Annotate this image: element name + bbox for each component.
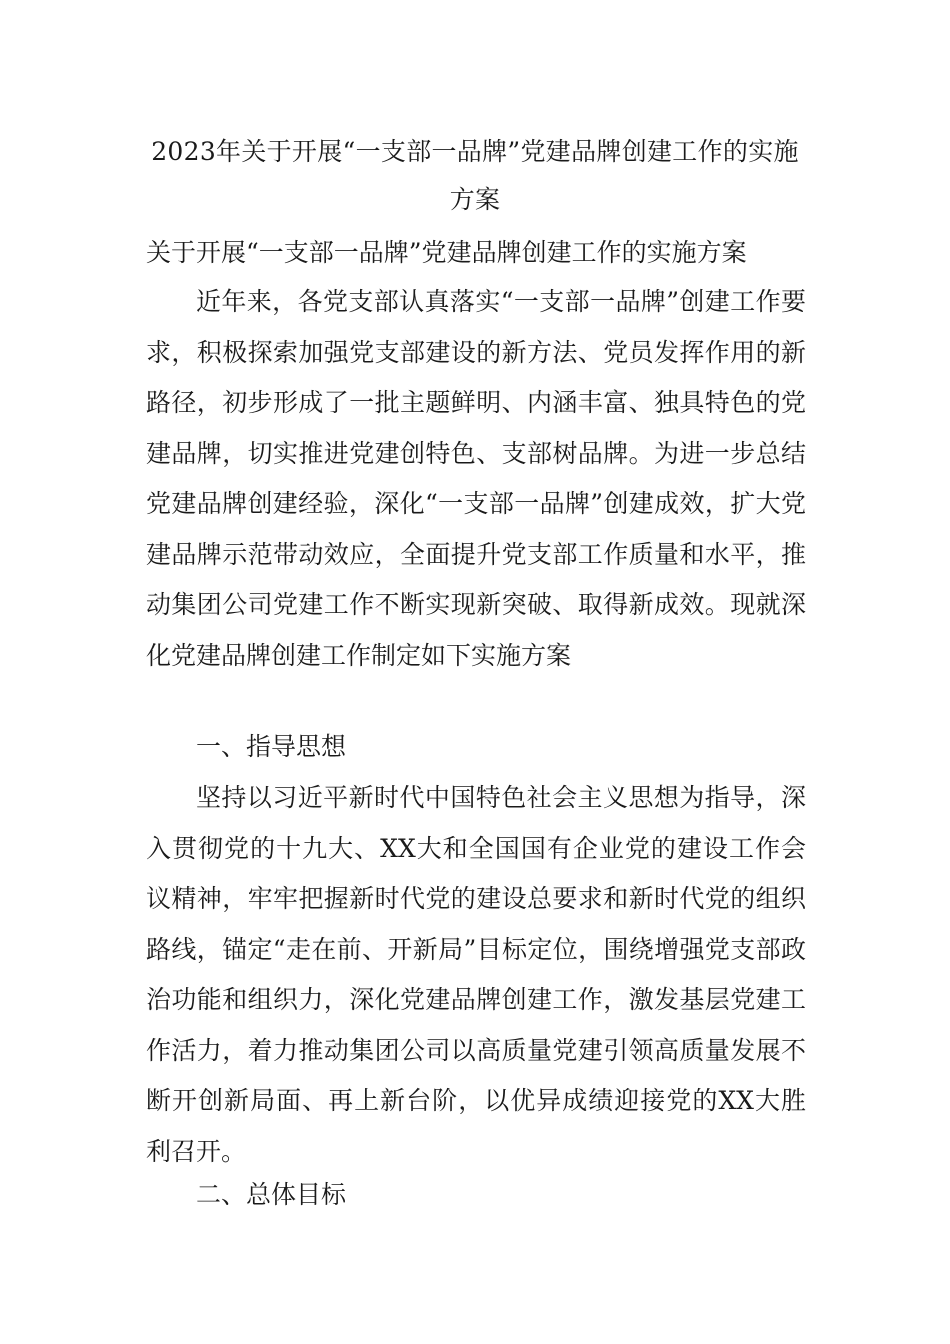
document-subtitle: 关于开展“一支部一品牌”党建品牌创建工作的实施方案 xyxy=(146,238,747,267)
document-title: 2023年关于开展“一支部一品牌”党建品牌创建工作的实施方案 xyxy=(151,137,799,214)
guiding-ideology-paragraph: 坚持以习近平新时代中国特色社会主义思想为指导，深入贯彻党的十九大、XX大和全国国有企业党的建设工作会议精神，牢牢把握新时代党的建设总要求和新时代党的组织路线，锚定“走在前、开新局”目标定位，围绕增强党支部政治功能和组织力，深化党建品牌创建工作，激发基层党建工作活力，着力推动集团公司以高质量党建引领高质量发展不断开创新局面、再上新台阶，以优异成绩迎接党的XX大胜利召开。 xyxy=(146,783,806,1166)
section-heading-overall-goal: 二、总体目标 xyxy=(196,1180,347,1209)
section-heading-guiding-ideology: 一、指导思想 xyxy=(196,732,347,761)
intro-paragraph: 近年来，各党支部认真落实“一支部一品牌”创建工作要求，积极探索加强党支部建设的新方法、党员发挥作用的新路径，初步形成了一批主题鲜明、内涵丰富、独具特色的党建品牌，切实推进党建创特色、支部树品牌。为进一步总结党建品牌创建经验，深化“一支部一品牌”创建成效，扩大党建品牌示范带动效应，全面提升党支部工作质量和水平，推动集团公司党建工作不断实现新突破、取得新成效。现就深化党建品牌创建工作制定如下实施方案 xyxy=(146,287,806,670)
